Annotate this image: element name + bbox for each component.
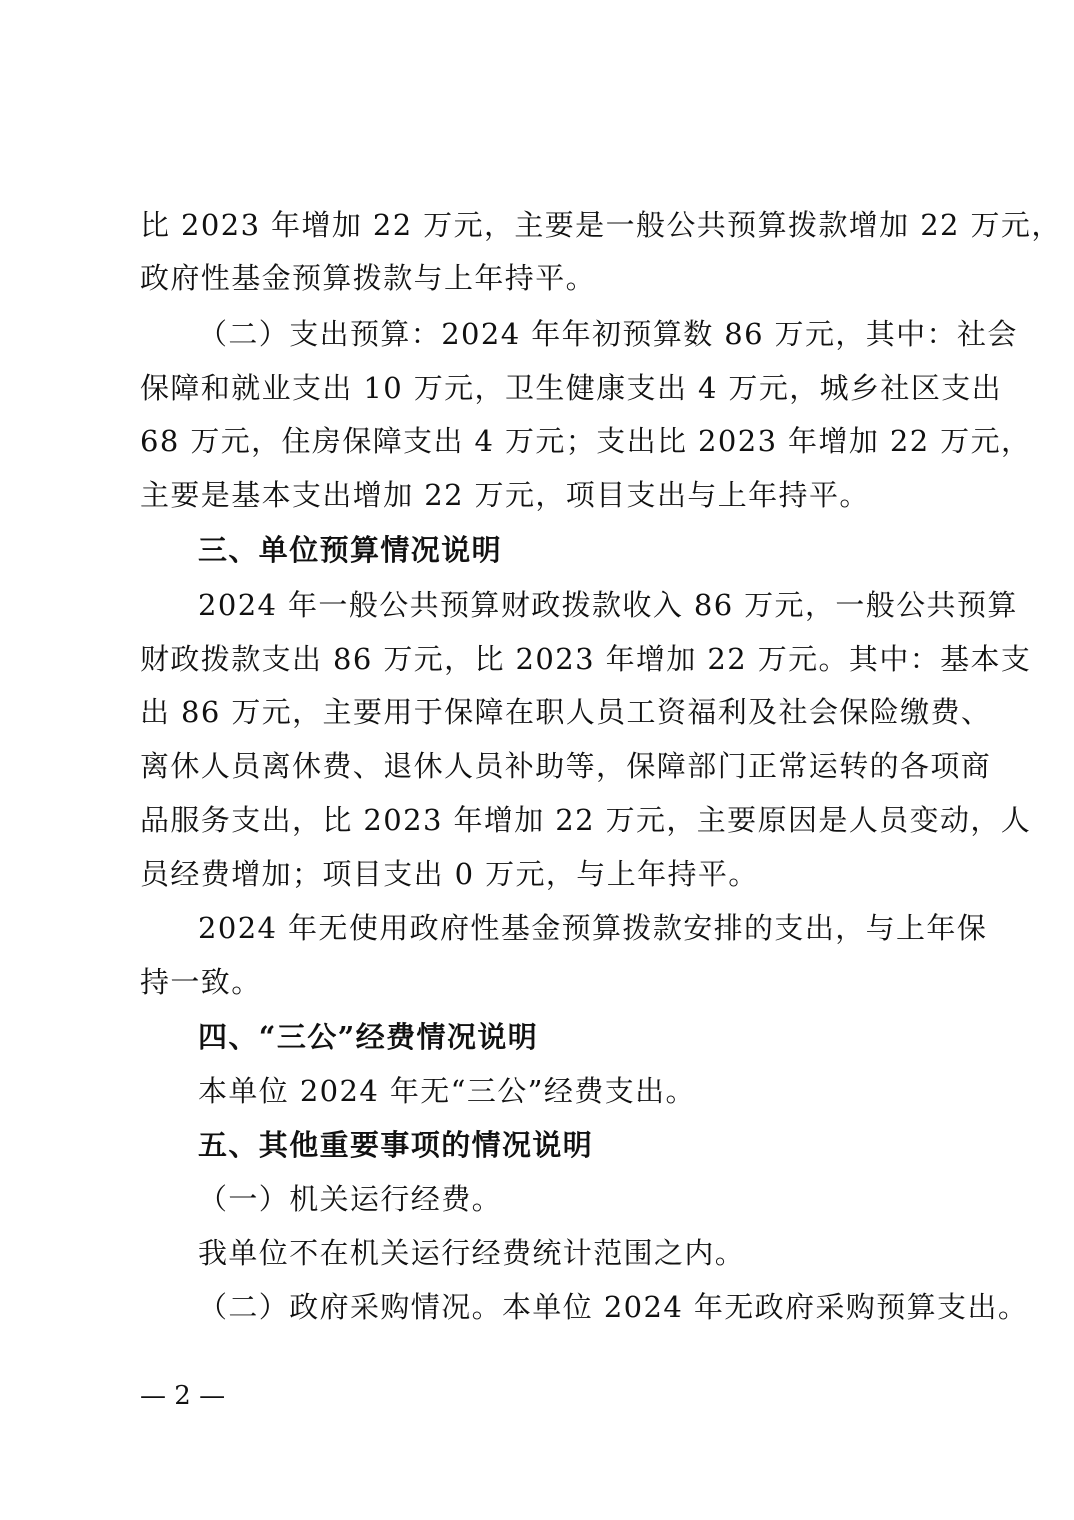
paragraph-line: 我单位不在机关运行经费统计范围之内。 bbox=[198, 1236, 746, 1270]
subsection-heading: （一）机关运行经费。 bbox=[198, 1182, 503, 1216]
paragraph-line: 2024 年无使用政府性基金预算拨款安排的支出，与上年保 bbox=[198, 911, 988, 945]
paragraph-line: 比 2023 年增加 22 万元，主要是一般公共预算拨款增加 22 万元， bbox=[140, 208, 1062, 242]
paragraph-line: 本单位 2024 年无“三公”经费支出。 bbox=[198, 1074, 696, 1108]
paragraph-line: 保障和就业支出 10 万元，卫生健康支出 4 万元，城乡社区支出 bbox=[140, 371, 1003, 405]
paragraph-line: 出 86 万元，主要用于保障在职人员工资福利及社会保险缴费、 bbox=[140, 695, 992, 729]
paragraph-line: 2024 年一般公共预算财政拨款收入 86 万元，一般公共预算 bbox=[198, 588, 1018, 622]
paragraph-line: （二）政府采购情况。本单位 2024 年无政府采购预算支出。 bbox=[198, 1290, 1029, 1324]
paragraph-line: 离休人员离休费、退休人员补助等，保障部门正常运转的各项商 bbox=[140, 749, 992, 783]
paragraph-line: 员经费增加；项目支出 0 万元，与上年持平。 bbox=[140, 857, 759, 891]
paragraph-line: 财政拨款支出 86 万元，比 2023 年增加 22 万元。其中：基本支 bbox=[140, 642, 1032, 676]
paragraph-line: 政府性基金预算拨款与上年持平。 bbox=[140, 261, 597, 295]
page-number: — 2 — bbox=[140, 1381, 226, 1411]
paragraph-line: 68 万元，住房保障支出 4 万元；支出比 2023 年增加 22 万元， bbox=[140, 424, 1032, 458]
section-heading: 三、单位预算情况说明 bbox=[198, 533, 503, 567]
paragraph-line: 主要是基本支出增加 22 万元，项目支出与上年持平。 bbox=[140, 478, 870, 512]
section-heading: 四、“三公”经费情况说明 bbox=[198, 1020, 539, 1054]
section-heading: 五、其他重要事项的情况说明 bbox=[198, 1128, 594, 1162]
paragraph-line: 持一致。 bbox=[140, 965, 262, 999]
paragraph-line: （二）支出预算：2024 年年初预算数 86 万元，其中：社会 bbox=[198, 317, 1018, 351]
paragraph-line: 品服务支出，比 2023 年增加 22 万元，主要原因是人员变动，人 bbox=[140, 803, 1032, 837]
